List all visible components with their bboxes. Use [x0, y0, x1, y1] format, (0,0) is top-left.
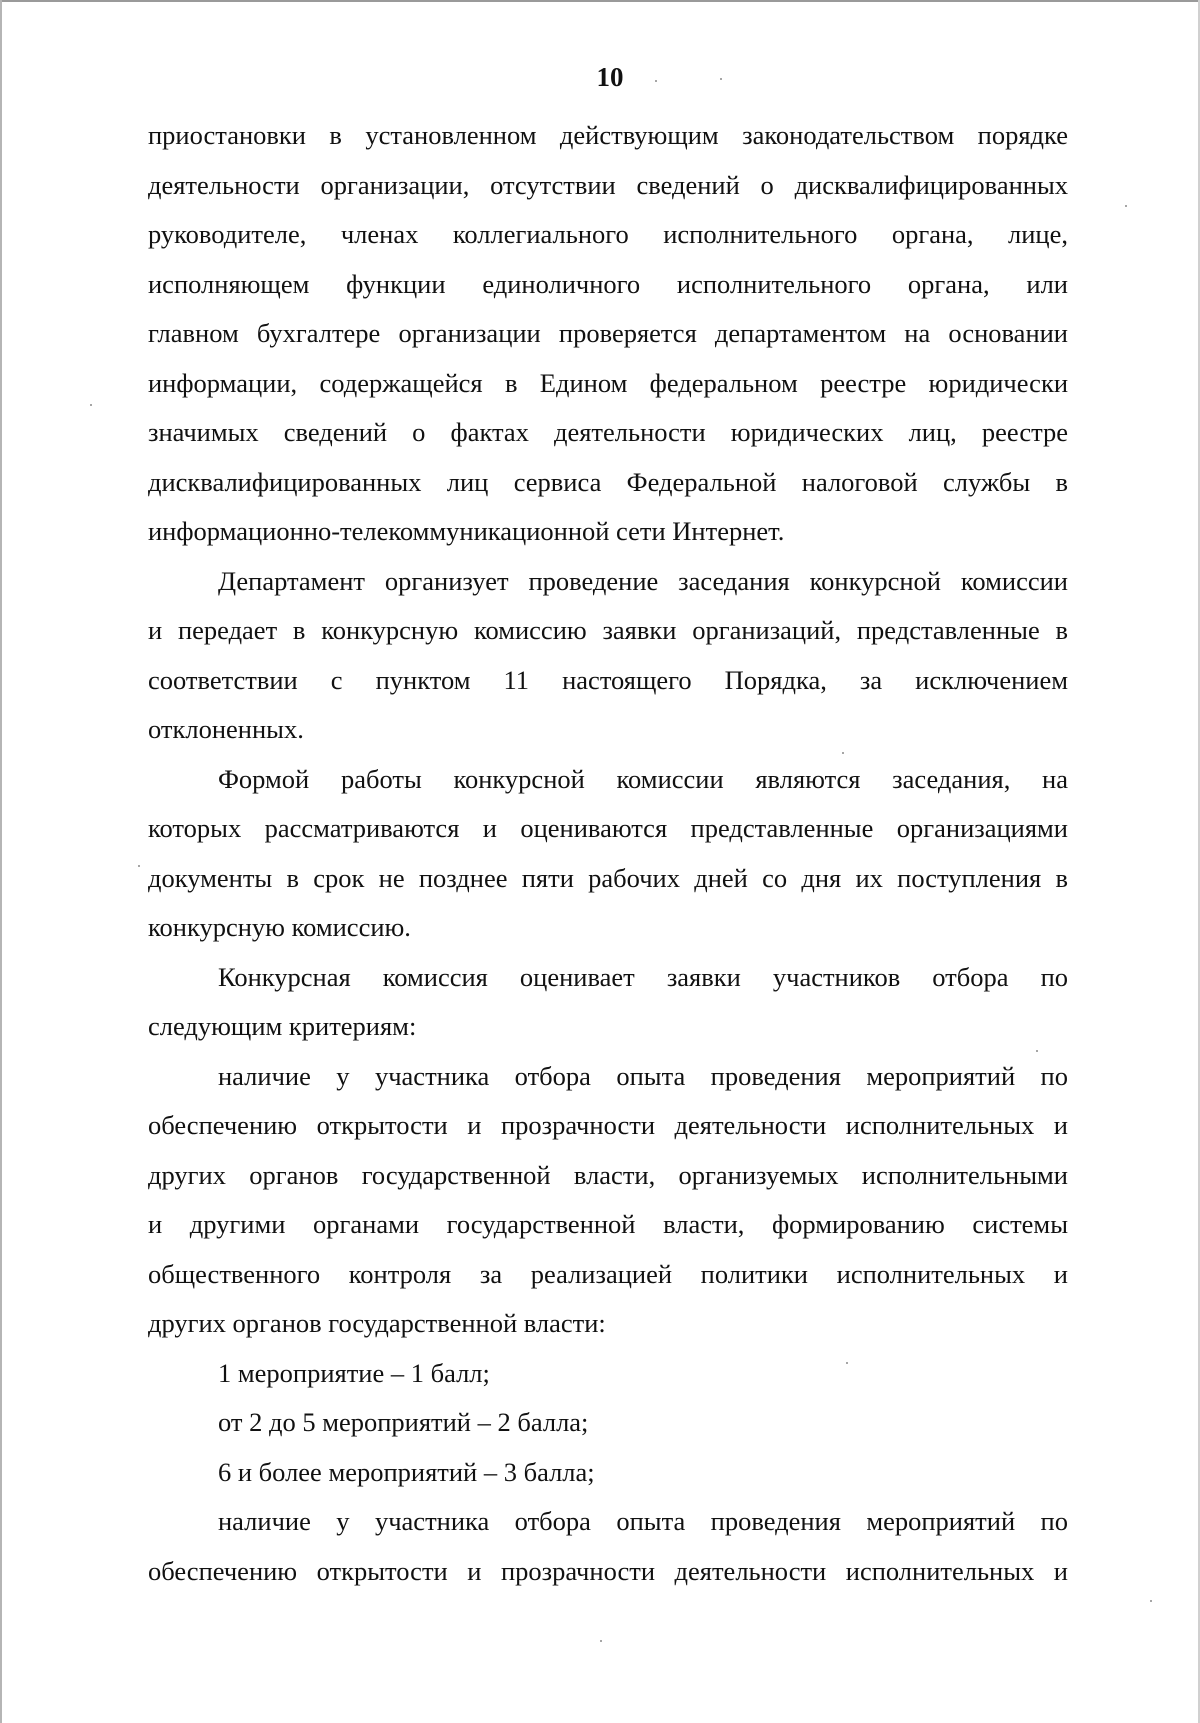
text-line: обеспечению открытости и прозрачности деятельности исполнительных и	[148, 1555, 1068, 1586]
list-item: от 2 до 5 мероприятий – 2 балла;	[218, 1407, 589, 1437]
scan-speck	[90, 404, 92, 406]
text-line: общественного контроля за реализацией политики исполнительных и	[148, 1258, 1068, 1289]
text-line: других органов государственной власти:	[148, 1308, 606, 1338]
scan-speck	[138, 865, 140, 867]
text-line: главном бухгалтере организации проверяется департаментом на основании	[148, 318, 1068, 348]
paragraph-first-line: Формой работы конкурсной комиссии являются заседания, на	[218, 763, 1068, 794]
scan-speck	[842, 752, 844, 754]
text-line: исполняющем функции единоличного исполнительного органа, или	[148, 268, 1068, 299]
text-line: информации, содержащейся в Едином федеральном реестре юридически	[148, 367, 1068, 398]
text-line: следующим критериям:	[148, 1011, 417, 1041]
text-line: и другими органами государственной власти, формированию системы	[148, 1209, 1068, 1239]
scan-speck	[655, 80, 657, 82]
paragraph-first-line: Конкурсная комиссия оценивает заявки участников отбора по	[218, 961, 1068, 992]
paragraph-first-line: Департамент организует проведение заседания конкурсной комиссии	[218, 565, 1068, 596]
text-line: и передает в конкурсную комиссию заявки организаций, представленные в	[148, 615, 1068, 645]
text-line: которых рассматриваются и оцениваются представленные организациями	[148, 813, 1068, 843]
paragraph-first-line: наличие у участника отбора опыта проведения мероприятий по	[218, 1506, 1068, 1536]
scan-speck	[846, 1362, 848, 1364]
text-line: других органов государственной власти, организуемых исполнительными	[148, 1159, 1068, 1190]
list-item: 1 мероприятие – 1 балл;	[218, 1357, 490, 1388]
text-line: значимых сведений о фактах деятельности юридических лиц, реестре	[148, 417, 1068, 447]
text-line: соответствии с пунктом 11 настоящего Порядка, за исключением	[148, 664, 1068, 695]
page-number: 10	[596, 62, 624, 92]
scan-speck	[1125, 205, 1127, 207]
scan-edge-left	[0, 0, 2, 1723]
text-line: руководителе, членах коллегиального исполнительного органа, лице,	[148, 219, 1068, 249]
text-line: отклоненных.	[148, 714, 304, 744]
list-item: 6 и более мероприятий – 3 балла;	[218, 1456, 595, 1487]
scan-speck	[1150, 1600, 1152, 1602]
scan-speck	[720, 78, 722, 80]
scan-speck	[600, 1640, 602, 1642]
text-line: дисквалифицированных лиц сервиса Федеральной налоговой службы в	[148, 466, 1068, 497]
text-line: обеспечению открытости и прозрачности деятельности исполнительных и	[148, 1110, 1068, 1140]
text-line: конкурсную комиссию.	[148, 912, 411, 942]
text-line: деятельности организации, отсутствии сведений о дисквалифицированных	[148, 169, 1068, 200]
scan-speck	[1036, 1050, 1038, 1052]
scan-edge-top	[0, 0, 1200, 2]
paragraph-first-line: наличие у участника отбора опыта проведения мероприятий по	[218, 1060, 1068, 1091]
text-line: информационно-телекоммуникационной сети Интернет.	[148, 516, 785, 546]
text-line: документы в срок не позднее пяти рабочих дней со дня их поступления в	[148, 862, 1068, 893]
text-line: приостановки в установленном действующим законодательством порядке	[148, 120, 1068, 150]
